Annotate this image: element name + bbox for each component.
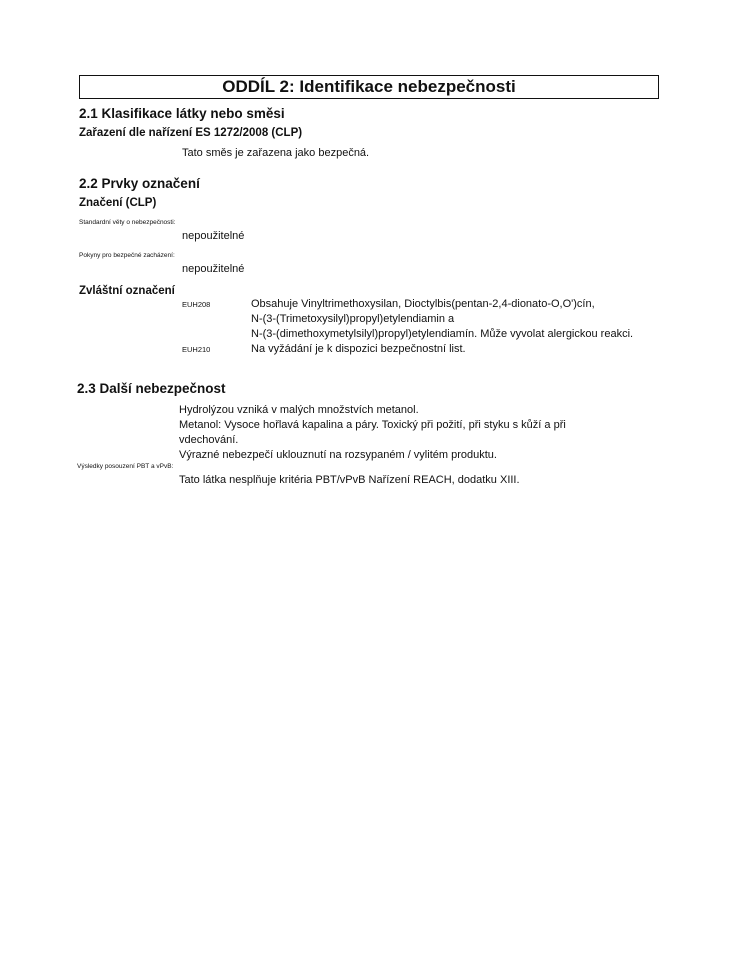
euh208-line-1: Obsahuje Vinyltrimethoxysilan, Dioctylbis(pentan-2,4-dionato-O,O')cín, [251,298,595,310]
euh210-line-1: Na vyžádání je k dispozici bezpečnostní list. [251,343,466,355]
pbt-value: Tato látka nesplňuje kritéria PBT/vPvB Nařízení REACH, dodatku XIII. [179,474,520,486]
section-title: ODDÍL 2: Identifikace nebezpečnosti [79,75,659,99]
euh208-line-2: N-(3-(Trimetoxysilyl)propyl)etylendiamin a [251,313,455,325]
special-labelling-heading: Zvláštní označení [79,285,175,297]
euh208-line-3: N-(3-(dimethoxymetylsilyl)propyl)etylendiamín. Může vyvolat alergickou reakci. [251,328,634,340]
other-hazards-line-2: Metanol: Vysoce hořlavá kapalina a páry. Toxický při požití, při styku s kůží a při [179,419,566,431]
classification-text: Tato směs je zařazena jako bezpečná. [182,147,370,159]
subheading-clp-labelling: Značení (CLP) [79,197,157,209]
euh208-code: EUH208 [182,300,211,309]
other-hazards-line-4: Výrazné nebezpečí uklouznutí na rozsypaném / vylitém produktu. [179,449,497,461]
heading-2-1: 2.1 Klasifikace látky nebo směsi [79,106,285,121]
heading-2-3: 2.3 Další nebezpečnost [77,381,226,396]
subheading-clp-classification: Zařazení dle nařízení ES 1272/2008 (CLP) [79,127,303,139]
euh210-code: EUH210 [182,345,211,354]
hazard-statements-value: nepoužitelné [182,230,245,242]
precautionary-statements-value: nepoužitelné [182,263,245,275]
other-hazards-line-1: Hydrolýzou vzniká v malých množstvích metanol. [179,404,419,416]
heading-2-2: 2.2 Prvky označení [79,176,200,191]
pbt-label: Výsledky posouzení PBT a vPvB: [77,463,174,470]
hazard-statements-label: Standardní věty o nebezpečnosti: [79,219,176,226]
precautionary-statements-label: Pokyny pro bezpečné zacházení: [79,252,175,259]
other-hazards-line-3: vdechování. [179,434,239,446]
